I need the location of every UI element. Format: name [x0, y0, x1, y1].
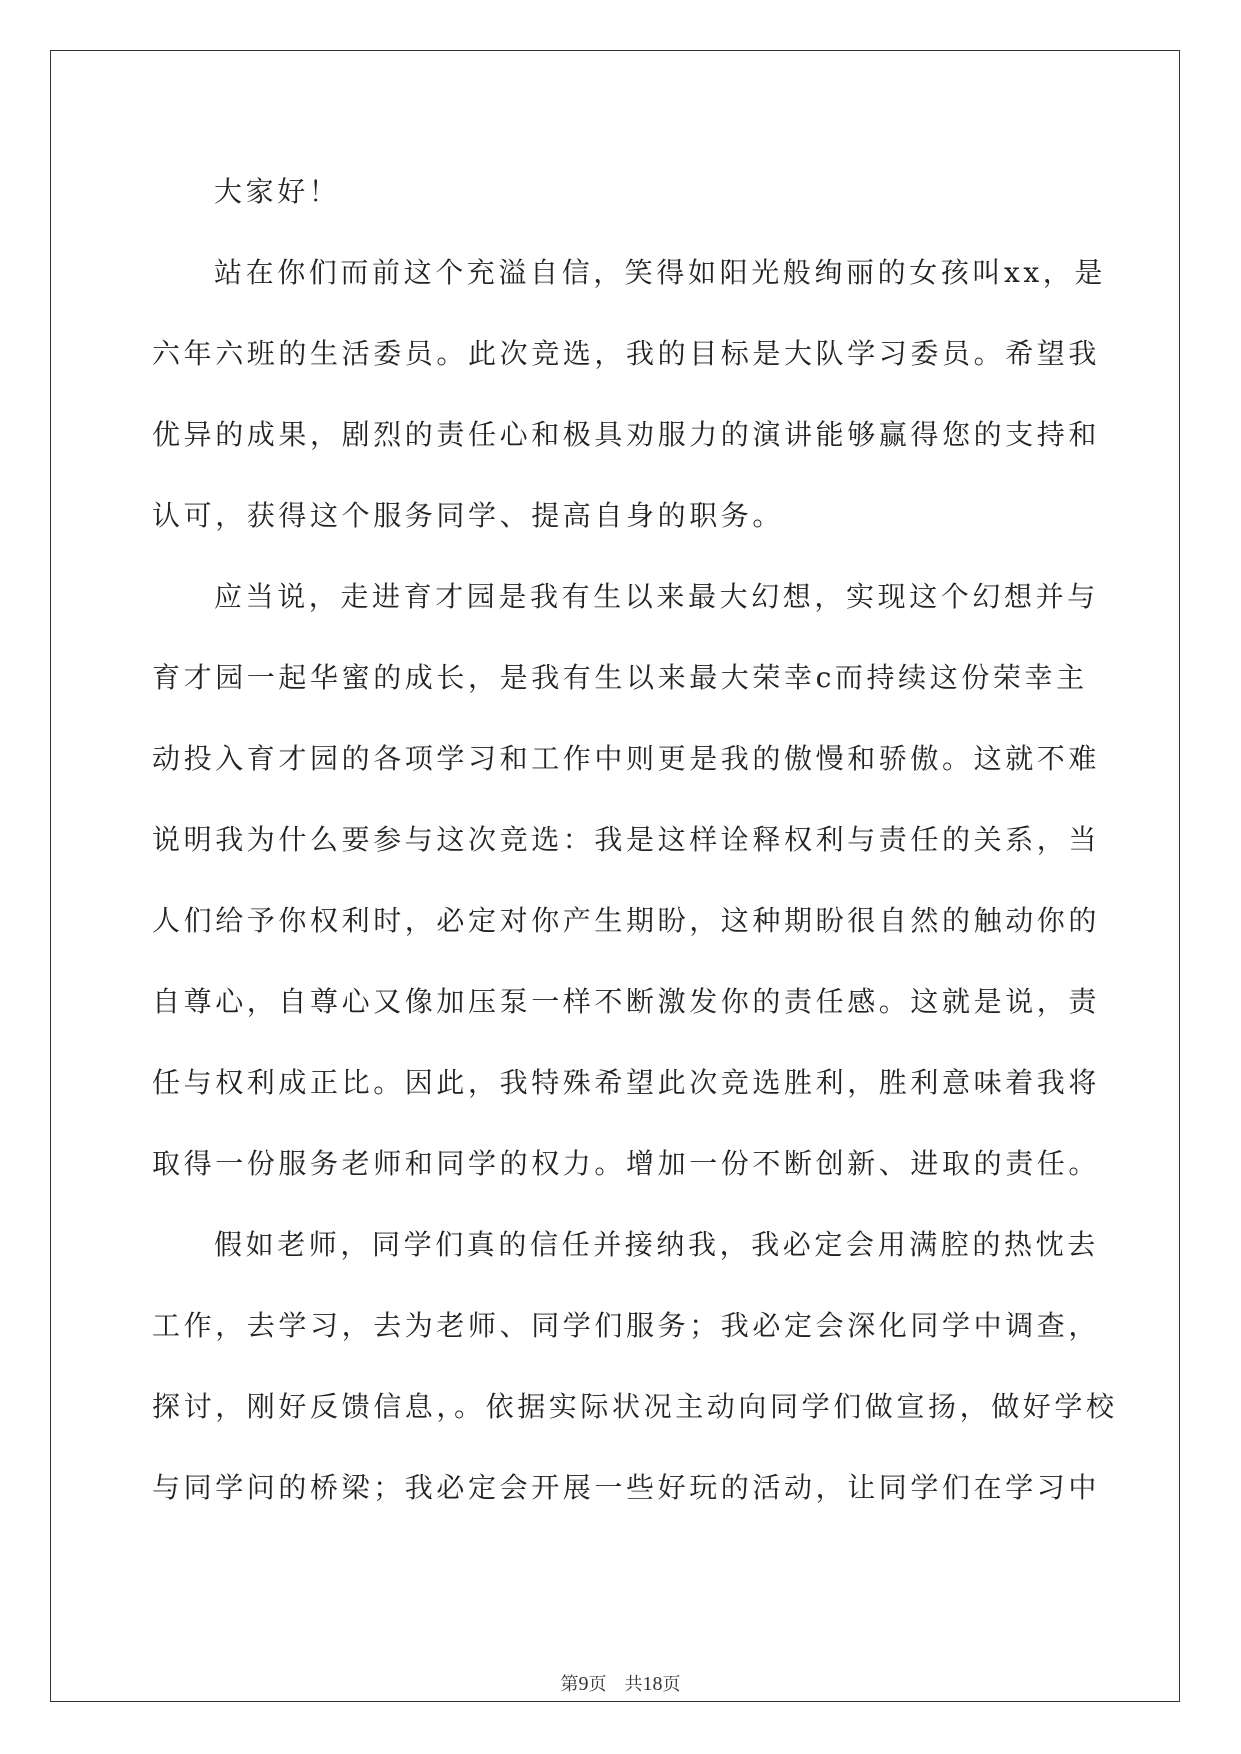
page-footer — [0, 1670, 1241, 1696]
paragraph-line: 认可，获得这个服务同学、提高自身的职务。 — [152, 499, 785, 532]
paragraph-line: 与同学问的桥梁；我必定会开展一些好玩的活动，让同学们在学习中 — [152, 1471, 1101, 1504]
page-border — [50, 50, 1180, 1702]
page-prefix: 第 — [560, 1674, 579, 1695]
paragraph-line: 说明我为什么要参与这次竞选：我是这样诠释权利与责任的关系，当 — [152, 823, 1101, 856]
paragraph-line: 假如老师，同学们真的信任并接纳我，我必定会用满腔的热忱去 — [214, 1228, 1099, 1261]
total-prefix: 共 — [624, 1674, 643, 1695]
paragraph-line: 任与权利成正比。因此，我特殊希望此次竞选胜利，胜利意味着我将 — [152, 1066, 1101, 1099]
total-pages: 18 — [642, 1673, 663, 1695]
paragraph-line: 探讨，刚好反馈信息，。依据实际状况主动向同学们做宣扬，做好学校 — [152, 1390, 1118, 1423]
paragraph-line: 站在你们而前这个充溢自信，笑得如阳光般绚丽的女孩叫xx，是 — [214, 256, 1106, 289]
total-suffix: 页 — [662, 1674, 681, 1695]
paragraph-line: 取得一份服务老师和同学的权力。增加一份不断创新、进取的责任。 — [152, 1147, 1101, 1180]
greeting-line: 大家好！ — [214, 175, 341, 208]
paragraph-line: 优异的成果，剧烈的责任心和极具劝服力的演讲能够赢得您的支持和 — [152, 418, 1101, 451]
paragraph-line: 六年六班的生活委员。此次竞选，我的目标是大队学习委员。希望我 — [152, 337, 1101, 370]
paragraph-line: 人们给予你权利时，必定对你产生期盼，这种期盼很自然的触动你的 — [152, 904, 1101, 937]
paragraph-line: 动投入育才园的各项学习和工作中则更是我的傲慢和骄傲。这就不难 — [152, 742, 1101, 775]
paragraph-line: 应当说，走进育才园是我有生以来最大幻想，实现这个幻想并与 — [214, 580, 1099, 613]
paragraph-line: 育才园一起华蜜的成长，是我有生以来最大荣幸c而持续这份荣幸主 — [152, 661, 1088, 694]
paragraph-line: 工作，去学习，去为老师、同学们服务；我必定会深化同学中调查， — [152, 1309, 1101, 1342]
paragraph-line: 自尊心，自尊心又像加压泵一样不断激发你的责任感。这就是说，责 — [152, 985, 1101, 1018]
page-suffix: 页 — [588, 1674, 607, 1695]
page-number: 9 — [578, 1673, 589, 1695]
